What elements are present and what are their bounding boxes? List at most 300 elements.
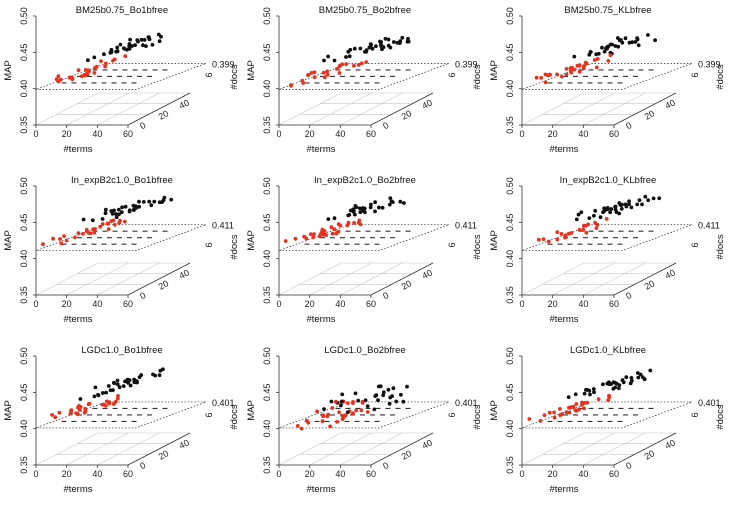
floor-grid-line [310, 93, 372, 125]
scatter-point-red [582, 67, 586, 71]
z-tick-label: 0.35 [505, 286, 515, 304]
scatter-point-red [585, 62, 589, 66]
baseline-label: 0.411 [212, 220, 234, 231]
y-tick-label: 6 [204, 412, 214, 418]
scatter-point-black [117, 208, 121, 212]
chart-panel [3, 175, 240, 325]
scatter-point-black [635, 203, 639, 207]
scatter-point-black [152, 200, 156, 204]
floor-grid-line [67, 93, 129, 125]
scatter-point-red [69, 409, 73, 413]
floor-grid-line [340, 433, 402, 465]
z-tick-label: 0.50 [19, 177, 29, 195]
scatter-point-red [352, 221, 356, 225]
scatter-point-black [652, 197, 656, 201]
scatter-point-black [352, 209, 356, 213]
scatter-point-black [101, 217, 105, 221]
scatter-point-black [597, 52, 601, 56]
scatter-point-black [589, 50, 593, 54]
scatter-point-black [120, 210, 124, 214]
scatter-point-black [348, 54, 352, 58]
scatter-point-black [137, 205, 141, 209]
scatter-point-red [84, 409, 88, 413]
baseline-label: 0.411 [455, 220, 477, 231]
scatter-point-black [330, 400, 334, 404]
x-tick-label: 60 [608, 299, 620, 309]
scatter-point-black [94, 386, 98, 390]
x-tick-label: 20 [61, 469, 72, 479]
scatter-point-black [358, 210, 362, 214]
scatter-point-black [132, 204, 136, 208]
scatter-point-black [583, 392, 587, 396]
scatter-point-black [588, 393, 592, 397]
scatter-point-black [406, 40, 410, 44]
scatter-point-black [322, 59, 326, 63]
scatter-point-red [586, 223, 590, 227]
scatter-point-black [619, 38, 623, 42]
x-tick-label: 0 [519, 469, 525, 479]
scatter-point-black [130, 44, 134, 48]
scatter-point-black [646, 198, 650, 202]
z-tick-label: 0.45 [19, 213, 29, 232]
scatter-point-black [399, 393, 403, 397]
scatter-point-black [326, 55, 330, 59]
scatter-point-red [543, 413, 547, 417]
x-tick-label: 60 [365, 469, 377, 479]
y-tick-label: 0 [381, 120, 391, 132]
scatter-point-red [77, 231, 81, 235]
scatter-point-red [340, 62, 344, 66]
scatter-point-red [553, 416, 557, 420]
z-tick-label: 0.40 [262, 419, 272, 438]
scatter-point-black [402, 201, 406, 205]
y-tick-label: 6 [204, 242, 214, 248]
scatter-point-red [596, 223, 600, 227]
scatter-point-black [613, 386, 617, 390]
scatter-point-black [592, 214, 596, 218]
scatter-point-red [114, 400, 118, 404]
scatter-point-black [382, 45, 386, 49]
y-tick-label: 40 [177, 267, 191, 282]
y-tick-label: 20 [642, 448, 657, 462]
scatter-point-black [354, 205, 358, 209]
scatter-point-red [335, 232, 339, 236]
scatter-point-black [405, 385, 409, 389]
z-tick-label: 0.35 [262, 286, 272, 304]
scatter-point-red [77, 68, 81, 72]
scatter-point-red [351, 401, 355, 405]
x-tick-label: 60 [122, 299, 134, 309]
scatter-point-red [323, 75, 327, 79]
z-tick-label: 0.50 [262, 347, 272, 365]
scatter-point-red [107, 227, 111, 231]
floor-grid-line [97, 93, 159, 125]
scatter-point-red [41, 242, 45, 246]
scatter-point-black [102, 52, 106, 56]
scatter-point-black [159, 35, 163, 39]
scatter-point-red [565, 67, 569, 71]
scatter-point-black [132, 208, 136, 212]
floor-grid-line [36, 93, 98, 125]
y-tick-label: 0 [138, 290, 148, 302]
scatter-point-black [606, 45, 610, 49]
scatter-point-red [546, 74, 550, 78]
scatter-point-black [129, 384, 133, 388]
scatter-point-red [84, 68, 88, 72]
x-tick-label: 40 [92, 469, 103, 479]
scatter-point-red [89, 232, 93, 236]
z-tick-label: 0.40 [505, 249, 515, 268]
scatter-point-black [373, 210, 377, 214]
z-tick-label: 0.45 [19, 383, 29, 402]
scatter-point-black [118, 385, 122, 389]
floor-grid-line [36, 433, 98, 465]
z-tick-label: 0.40 [19, 79, 29, 98]
x-tick-label: 0 [33, 129, 39, 139]
y-tick-label: 20 [399, 448, 414, 462]
y-tick-label: 40 [420, 437, 434, 452]
panel-title: In_expB2c1.0_Bo2bfree [314, 175, 416, 186]
scatter-point-red [104, 62, 108, 66]
x-tick-label: 0 [276, 129, 282, 139]
scatter-point-black [388, 203, 392, 207]
floor-grid-line [36, 263, 98, 295]
z-axis-label: MAP [3, 230, 14, 251]
scatter-point-black [585, 388, 589, 392]
scatter-point-red [352, 64, 356, 68]
scatter-point-red [311, 236, 315, 240]
floor-grid-line [522, 263, 584, 295]
y-tick-label: 20 [156, 448, 171, 462]
y-tick-label: 40 [420, 267, 434, 282]
scatter-point-red [300, 427, 304, 431]
scatter-point-red [338, 224, 342, 228]
scatter-point-black [122, 384, 126, 388]
scatter-point-black [577, 213, 581, 217]
scatter-point-red [117, 221, 121, 225]
z-tick-label: 0.45 [505, 213, 515, 232]
x-tick-label: 0 [33, 299, 39, 309]
baseline-label: 0.401 [455, 397, 478, 408]
scatter-point-red [330, 225, 334, 229]
floor-grid-line [553, 93, 615, 125]
scatter-point-black [373, 200, 377, 204]
floor-grid-line [310, 433, 372, 465]
x-axis-label: #terms [549, 484, 579, 495]
x-tick-label: 40 [92, 129, 103, 139]
scatter-point-red [284, 239, 288, 243]
scatter-point-red [555, 230, 559, 234]
scatter-point-black [86, 58, 90, 62]
scatter-point-red [605, 217, 609, 221]
scatter-point-black [333, 216, 337, 220]
scatter-point-black [624, 36, 628, 40]
scatter-point-black [620, 207, 624, 211]
scatter-point-red [582, 407, 586, 411]
y-tick-label: 0 [138, 460, 148, 472]
y-tick-label: 6 [204, 72, 214, 78]
baseline-label: 0.399 [455, 59, 478, 70]
scatter-point-red [107, 402, 111, 406]
scatter-point-black [138, 375, 142, 379]
x-tick-label: 60 [122, 469, 134, 479]
scatter-point-red [101, 222, 105, 226]
scatter-point-black [374, 44, 378, 48]
x-tick-label: 40 [92, 299, 103, 309]
z-tick-label: 0.50 [505, 177, 515, 195]
scatter-point-black [141, 43, 145, 47]
floor-grid-line [553, 263, 615, 295]
z-tick-label: 0.45 [262, 213, 272, 232]
z-tick-label: 0.35 [19, 286, 29, 304]
floor-grid-line [67, 263, 129, 295]
y-axis-label: #docs [472, 404, 483, 430]
scatter-point-red [51, 237, 55, 241]
scatter-point-black [640, 203, 644, 207]
scatter-point-red [558, 413, 562, 417]
scatter-point-black [402, 400, 406, 404]
scatter-point-black [646, 33, 650, 37]
scatter-point-black [149, 203, 153, 207]
scatter-point-red [62, 234, 66, 238]
scatter-point-black [391, 200, 395, 204]
floor-grid-line [279, 93, 341, 125]
scatter-point-red [113, 223, 117, 227]
scatter-point-red [71, 77, 75, 81]
scatter-point-black [110, 49, 114, 53]
scatter-point-red [593, 58, 597, 62]
scatter-point-black [593, 209, 597, 213]
y-tick-label: 20 [642, 108, 657, 122]
scatter-point-red [81, 232, 85, 236]
scatter-point-red [65, 239, 69, 243]
y-tick-label: 0 [381, 290, 391, 302]
scatter-point-black [368, 46, 372, 50]
scatter-point-black [601, 382, 605, 386]
scatter-point-red [313, 75, 317, 79]
scatter-point-black [600, 46, 604, 50]
panel-title: BM25b0.75_KLbfree [564, 5, 652, 16]
x-tick-label: 40 [335, 129, 346, 139]
x-axis-label: #terms [306, 144, 336, 155]
scatter-point-red [294, 237, 298, 241]
scatter-point-red [58, 411, 62, 415]
scatter-point-black [638, 198, 642, 202]
scatter-point-red [321, 413, 325, 417]
scatter-point-black [599, 215, 603, 219]
scatter-point-black [128, 378, 132, 382]
z-tick-label: 0.50 [505, 7, 515, 25]
z-axis-label: MAP [246, 400, 257, 421]
x-axis-label: #terms [549, 314, 579, 325]
scatter-point-black [353, 213, 357, 217]
scatter-point-black [617, 201, 621, 205]
x-tick-label: 20 [547, 299, 558, 309]
scatter-point-black [340, 400, 344, 404]
scatter-point-red [575, 402, 579, 406]
scatter-point-black [128, 38, 132, 42]
scatter-point-black [643, 195, 647, 199]
z-tick-label: 0.45 [262, 383, 272, 402]
scatter-point-red [330, 406, 334, 410]
floor-grid-line [522, 433, 584, 465]
x-tick-label: 20 [547, 469, 558, 479]
scatter-point-black [142, 200, 146, 204]
z-axis-label: MAP [489, 400, 500, 421]
scatter-point-black [387, 388, 391, 392]
scatter-point-black [381, 393, 385, 397]
z-axis-label: MAP [246, 230, 257, 251]
scatter-point-red [595, 66, 599, 70]
scatter-point-red [95, 65, 99, 69]
scatter-point-black [575, 218, 579, 222]
scatter-point-black [322, 407, 326, 411]
scatter-point-red [325, 70, 329, 74]
scatter-point-black [347, 213, 351, 217]
x-tick-label: 20 [304, 299, 315, 309]
scatter-point-red [346, 223, 350, 227]
scatter-point-red [344, 62, 348, 66]
scatter-point-black [379, 384, 383, 388]
scatter-point-black [120, 205, 124, 209]
z-tick-label: 0.35 [505, 116, 515, 134]
z-tick-label: 0.40 [19, 419, 29, 438]
scatter-point-black [137, 200, 141, 204]
x-axis-label: #terms [63, 484, 93, 495]
scatter-point-red [307, 73, 311, 77]
scatter-point-red [535, 76, 539, 80]
z-tick-label: 0.50 [19, 347, 29, 365]
scatter-point-black [603, 209, 607, 213]
chart-panel [489, 175, 726, 325]
y-tick-label: 6 [447, 72, 457, 78]
scatter-point-black [359, 47, 363, 51]
scatter-point-black [344, 55, 348, 59]
scatter-point-black [400, 36, 404, 40]
y-tick-label: 0 [624, 290, 634, 302]
scatter-point-red [607, 395, 611, 399]
scatter-point-black [624, 375, 628, 379]
scatter-point-black [387, 44, 391, 48]
scatter-point-red [123, 54, 127, 58]
scatter-point-red [346, 401, 350, 405]
scatter-point-red [85, 228, 89, 232]
scatter-point-red [76, 413, 80, 417]
scatter-point-black [101, 391, 105, 395]
scatter-point-red [331, 232, 335, 236]
scatter-point-red [321, 419, 325, 423]
z-tick-label: 0.40 [262, 79, 272, 98]
floor-grid-line [583, 93, 645, 125]
floor-grid-line [279, 263, 341, 295]
scatter-point-black [326, 217, 330, 221]
scatter-point-black [369, 203, 373, 207]
scatter-point-black [616, 45, 620, 49]
scatter-point-black [116, 379, 120, 383]
scatter-point-red [313, 70, 317, 74]
panel-title: LGDc1.0_KLbfree [569, 345, 647, 356]
y-axis-label: #docs [715, 234, 726, 260]
scatter-point-black [639, 373, 643, 377]
scatter-point-black [630, 206, 634, 210]
scatter-point-red [318, 234, 322, 238]
scatter-point-black [158, 373, 162, 377]
scatter-point-black [107, 384, 111, 388]
scatter-point-red [335, 420, 339, 424]
floor-grid-line [97, 433, 159, 465]
baseline-label: 0.399 [212, 59, 235, 70]
x-tick-label: 20 [304, 469, 315, 479]
floor-grid-line [522, 93, 584, 125]
scatter-point-black [340, 393, 344, 397]
scatter-point-black [116, 49, 120, 53]
scatter-point-red [334, 400, 338, 404]
x-tick-label: 20 [61, 129, 72, 139]
scatter-point-red [542, 237, 546, 241]
z-tick-label: 0.35 [262, 116, 272, 134]
z-tick-label: 0.45 [262, 43, 272, 62]
scatter-point-black [79, 397, 83, 401]
scatter-point-black [392, 40, 396, 44]
scatter-point-black [657, 196, 661, 200]
z-tick-label: 0.35 [262, 456, 272, 474]
scatter-point-red [99, 59, 103, 63]
scatter-point-red [560, 232, 564, 236]
scatter-point-black [143, 38, 147, 42]
scatter-point-black [379, 43, 383, 47]
y-tick-label: 20 [642, 278, 657, 292]
scatter-point-red [537, 238, 541, 242]
scatter-point-black [160, 200, 164, 204]
z-tick-label: 0.45 [505, 383, 515, 402]
scatter-point-black [615, 382, 619, 386]
scatter-point-black [158, 369, 162, 373]
floor-grid-line [340, 93, 402, 125]
z-tick-label: 0.35 [19, 116, 29, 134]
scatter-point-black [93, 395, 97, 399]
y-axis-label: #docs [472, 64, 483, 90]
scatter-point-red [578, 70, 582, 74]
scatter-point-black [637, 43, 641, 47]
scatter-point-red [322, 230, 326, 234]
y-tick-label: 40 [177, 437, 191, 452]
chart-panel [3, 345, 240, 495]
scatter-point-red [73, 236, 77, 240]
scatter-point-black [388, 396, 392, 400]
scatter-point-red [92, 231, 96, 235]
scatter-point-red [578, 228, 582, 232]
y-tick-label: 6 [447, 242, 457, 248]
z-tick-label: 0.35 [505, 456, 515, 474]
chart-panel [246, 345, 483, 495]
scatter-point-black [97, 393, 101, 397]
scatter-point-black [636, 376, 640, 380]
y-tick-label: 20 [399, 108, 414, 122]
y-tick-label: 40 [663, 97, 677, 112]
y-tick-label: 40 [420, 97, 434, 112]
scatter-point-black [128, 208, 132, 212]
scatter-point-red [364, 60, 368, 64]
y-axis-label: #docs [229, 404, 240, 430]
scatter-point-red [567, 406, 571, 410]
floor-grid-line [583, 433, 645, 465]
scatter-point-red [354, 409, 358, 413]
scatter-point-black [366, 404, 370, 408]
x-tick-label: 20 [61, 299, 72, 309]
scatter-point-black [104, 391, 108, 395]
scatter-point-red [93, 227, 97, 231]
scatter-point-red [544, 81, 548, 85]
